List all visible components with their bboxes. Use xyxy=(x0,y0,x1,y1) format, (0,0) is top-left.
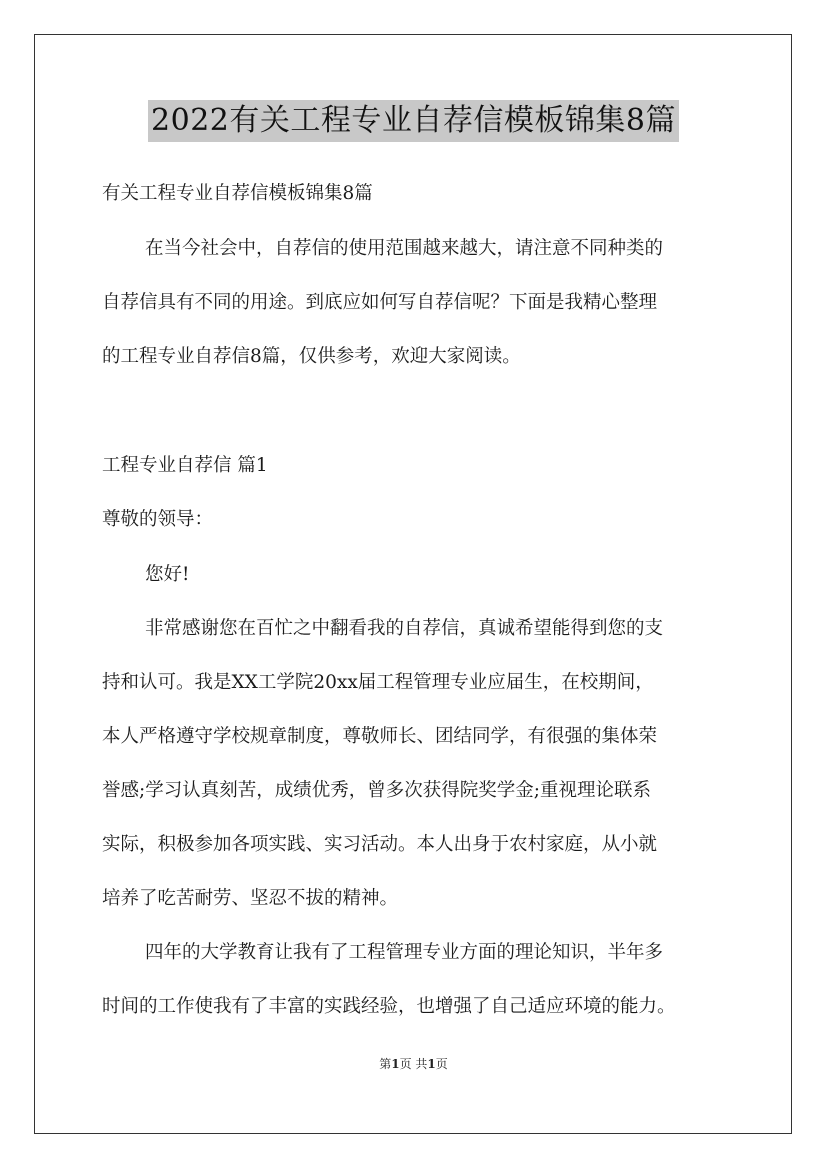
paragraph1-line-3: 本人严格遵守学校规章制度，尊敬师长、团结同学，有很强的集体荣 xyxy=(102,726,658,747)
paragraph1-line-5: 实际，积极参加各项实践、实习活动。本人出身于农村家庭，从小就 xyxy=(102,834,658,855)
paragraph2-line-1: 四年的大学教育让我有了工程管理专业方面的理论知识，半年多 xyxy=(145,942,664,963)
salutation: 尊敬的领导： xyxy=(102,509,214,530)
footer-prefix: 第 xyxy=(379,1057,392,1071)
greeting: 您好! xyxy=(145,564,190,585)
paragraph1-line-4: 誉感;学习认真刻苦，成绩优秀，曾多次获得院奖学金;重视理论联系 xyxy=(102,780,651,801)
paragraph1-line-1: 非常感谢您在百忙之中翻看我的自荐信，真诚希望能得到您的支 xyxy=(145,618,664,639)
intro-line-1: 在当今社会中，自荐信的使用范围越来越大，请注意不同种类的 xyxy=(145,238,664,259)
title-container xyxy=(0,100,827,142)
document-title: 2022有关工程专业自荐信模板锦集8篇 xyxy=(148,100,679,142)
section-heading: 工程专业自荐信 篇1 xyxy=(102,455,268,476)
intro-line-2: 自荐信具有不同的用途。到底应如何写自荐信呢？下面是我精心整理 xyxy=(102,292,658,313)
document-subtitle: 有关工程专业自荐信模板锦集8篇 xyxy=(102,183,373,204)
paragraph2-line-2: 时间的工作使我有了丰富的实践经验，也增强了自己适应环境的能力。 xyxy=(102,996,676,1017)
footer-suffix: 页 xyxy=(435,1057,448,1071)
footer-mid: 页 共 xyxy=(399,1057,428,1071)
intro-line-3: 的工程专业自荐信8篇，仅供参考，欢迎大家阅读。 xyxy=(102,346,521,367)
footer-current-page: 1 xyxy=(391,1057,400,1071)
page-number-footer xyxy=(0,1056,827,1072)
paragraph1-line-6: 培养了吃苦耐劳、坚忍不拔的精神。 xyxy=(102,888,399,909)
footer-total-pages: 1 xyxy=(427,1057,436,1071)
paragraph1-line-2: 持和认可。我是XX工学院20xx届工程管理专业应届生，在校期间， xyxy=(102,672,654,693)
